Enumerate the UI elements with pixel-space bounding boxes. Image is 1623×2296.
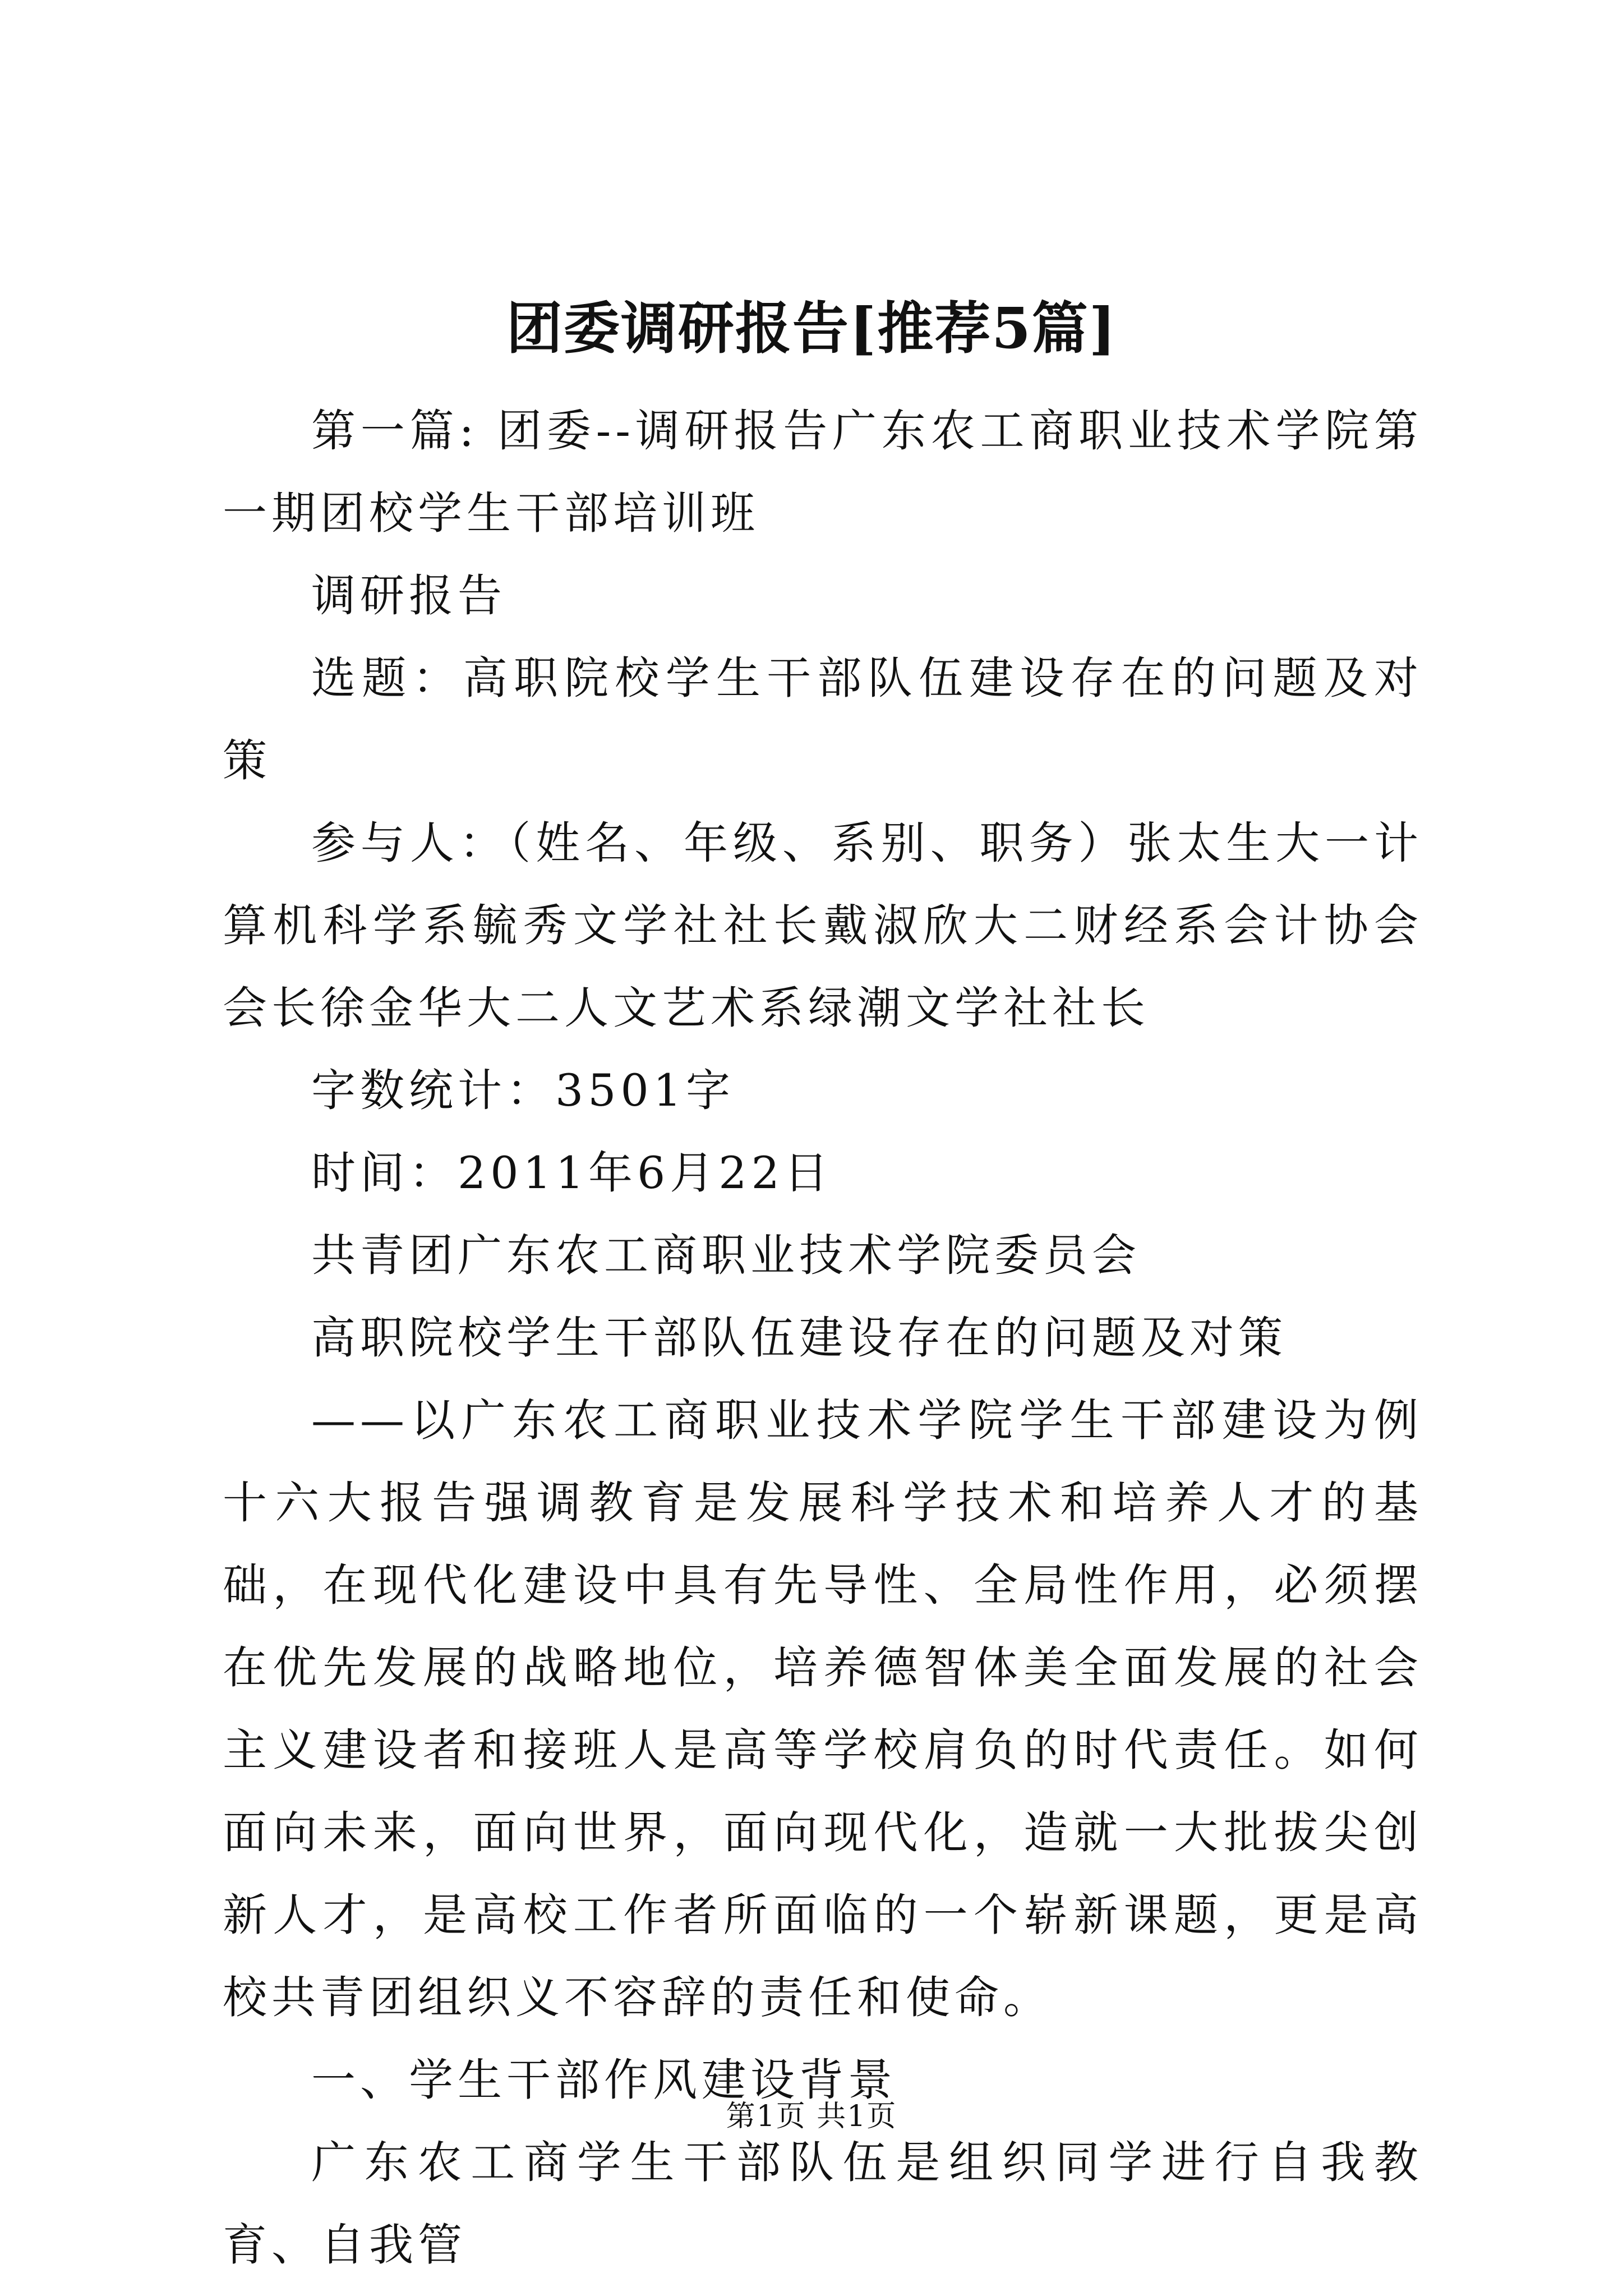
paragraph-topic: 选题：高职院校学生干部队伍建设存在的问题及对策 [223, 652, 1423, 786]
paragraph-report-label: 调研报告 [311, 570, 506, 622]
paragraph-organization: 共青团广东农工商职业技术学院委员会 [311, 1230, 1141, 1281]
document-body [223, 390, 1423, 2286]
document-title: 团委调研报告[推荐5篇] [506, 295, 1117, 361]
paragraph-word-count: 字数统计：3501字 [311, 1065, 735, 1116]
paragraph-introduction: ——以广东农工商职业技术学院学生干部建设为例十六大报告强调教育是发展科学技术和培养人才的基础，在现代化建设中具有先导性、全局性作用，必须摆在优先发展的战略地位，培养德智体美全面发展的社会主义建设者和接班人是高等学校肩负的时代责任。如何面向未来，面向世界，面向现代化，造就一大批拔尖创新人才，是高校工作者所面临的一个崭新课题，更是高校共青团组织义不容辞的责任和使命。 [223, 1395, 1423, 2023]
paragraph-date: 时间：2011年6月22日 [311, 1147, 833, 1199]
page-footer: 第1页 共1页 [726, 2100, 897, 2133]
paragraph-section-heading: 第一篇: 团委--调研报告广东农工商职业技术学院第一期团校学生干部培训班 [223, 405, 1423, 539]
paragraph-report-title: 高职院校学生干部队伍建设存在的问题及对策 [311, 1312, 1287, 1364]
paragraph-participants: 参与人：（姓名、年级、系别、职务）张太生大一计算机科学系毓秀文学社社长戴淑欣大二财经系会计协会会长徐金华大二人文艺术系绿潮文学社社长 [223, 817, 1423, 1034]
paragraph-subheading: 一、学生干部作风建设背景 [311, 2054, 897, 2106]
paragraph-body-start: 广东农工商学生干部队伍是组织同学进行自我教育、自我管 [223, 2137, 1423, 2271]
